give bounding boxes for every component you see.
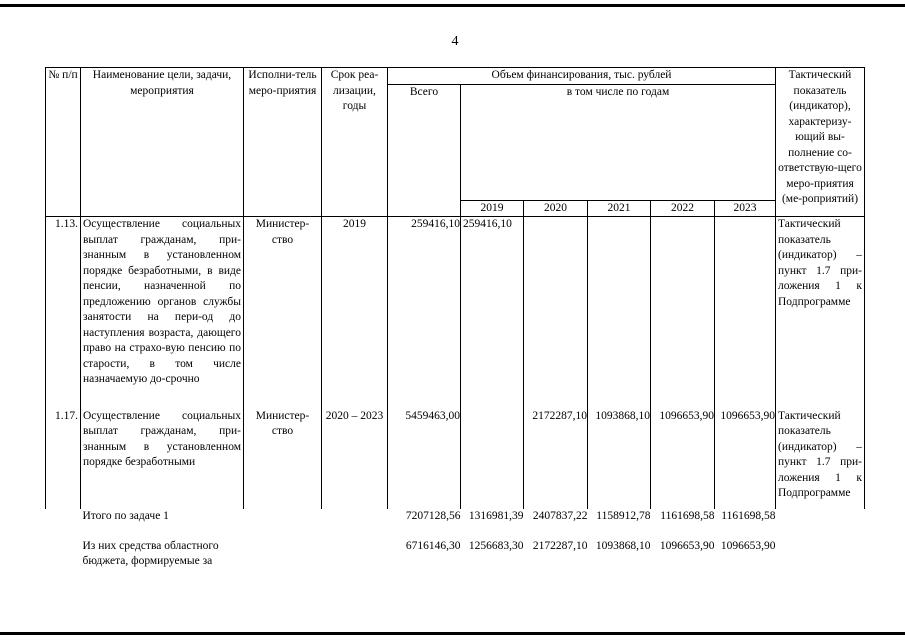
bottom-rule [0, 632, 905, 635]
table-row [46, 217, 865, 409]
row-2023 [715, 217, 776, 409]
regional-budget-sum: 6716146,30 [405, 539, 461, 552]
row-total: 5459463,00 [388, 409, 461, 509]
header-total: Всего [388, 84, 461, 217]
header-term: Срок реа-лизации, годы [322, 68, 388, 217]
row-2020: 2172287,10 [524, 409, 588, 509]
regional-budget-2022: 1096653,90 [659, 539, 715, 552]
regional-budget-2020: 2172287,10 [532, 539, 588, 552]
total-2023: 1161698,58 [721, 509, 776, 522]
header-name: Наименование цели, задачи, мероприятия [81, 68, 244, 217]
total-2019: 1316981,39 [468, 509, 524, 522]
total-2022: 1161698,58 [660, 509, 715, 522]
row-num: 1.13. [46, 217, 81, 409]
regional-budget-row [46, 539, 865, 579]
header-year-2023: 2023 [715, 200, 776, 217]
row-total: 259416,10 [388, 217, 461, 409]
row-name: Осуществление социальных выплат гражданам, при-знанным в установленном порядке безработными, в виде пенсии, назначенной по предложению органов службы занятости на пери-од до наступления возраста, дающего право на страхо-вую пенсию по старости, в том числе назначаемую до-срочно [81, 217, 244, 409]
financing-table [45, 67, 865, 579]
header-executor: Исполни-тель меро-приятия [244, 68, 322, 217]
row-2019 [461, 409, 524, 509]
top-rule [0, 4, 905, 7]
row-num: 1.17. [46, 409, 81, 509]
row-2022: 1096653,90 [651, 409, 715, 509]
total-row [46, 509, 865, 539]
row-name: Осуществление социальных выплат гражданам, при-знанным в установленном порядке безработными [81, 409, 244, 509]
header-financing: Объем финансирования, тыс. рублей [388, 68, 776, 85]
row-term: 2019 [322, 217, 388, 409]
regional-budget-label: Из них средства областного бюджета, формируемые за [82, 539, 219, 567]
page-number: 4 [451, 34, 459, 49]
header-indicator: Тактический показатель (индикатор), характеризу-ющий вы-полнение со-ответствую-щего меро-приятия (ме-роприятий) [776, 68, 865, 217]
row-executor: Министер-ство [244, 409, 322, 509]
header-year-2020: 2020 [524, 200, 588, 217]
regional-budget-2019: 1256683,30 [468, 539, 524, 552]
row-2023: 1096653,90 [715, 409, 776, 509]
row-2019: 259416,10 [461, 217, 524, 409]
total-2021: 1158912,78 [596, 509, 651, 522]
header-year-2022: 2022 [651, 200, 715, 217]
regional-budget-2021: 1093868,10 [595, 539, 651, 552]
row-2021: 1093868,10 [588, 409, 651, 509]
row-executor: Министер-ство [244, 217, 322, 409]
row-indicator: Тактический показатель (индикатор) – пункт 1.7 при-ложения 1 к Подпрограмме [776, 409, 865, 509]
header-by-years: в том числе по годам [461, 84, 776, 200]
total-2020: 2407837,22 [532, 509, 588, 522]
row-2022 [651, 217, 715, 409]
row-term: 2020 – 2023 [322, 409, 388, 509]
total-sum: 7207128,56 [405, 509, 461, 522]
header-num: № п/п [46, 68, 81, 217]
regional-budget-2023: 1096653,90 [720, 539, 776, 552]
row-2021 [588, 217, 651, 409]
row-2020 [524, 217, 588, 409]
row-indicator: Тактический показатель (индикатор) – пункт 1.7 при-ложения 1 к Подпрограмме [776, 217, 865, 409]
table-row [46, 409, 865, 509]
total-label: Итого по задаче 1 [82, 509, 169, 522]
header-year-2019: 2019 [461, 200, 524, 217]
header-year-2021: 2021 [588, 200, 651, 217]
